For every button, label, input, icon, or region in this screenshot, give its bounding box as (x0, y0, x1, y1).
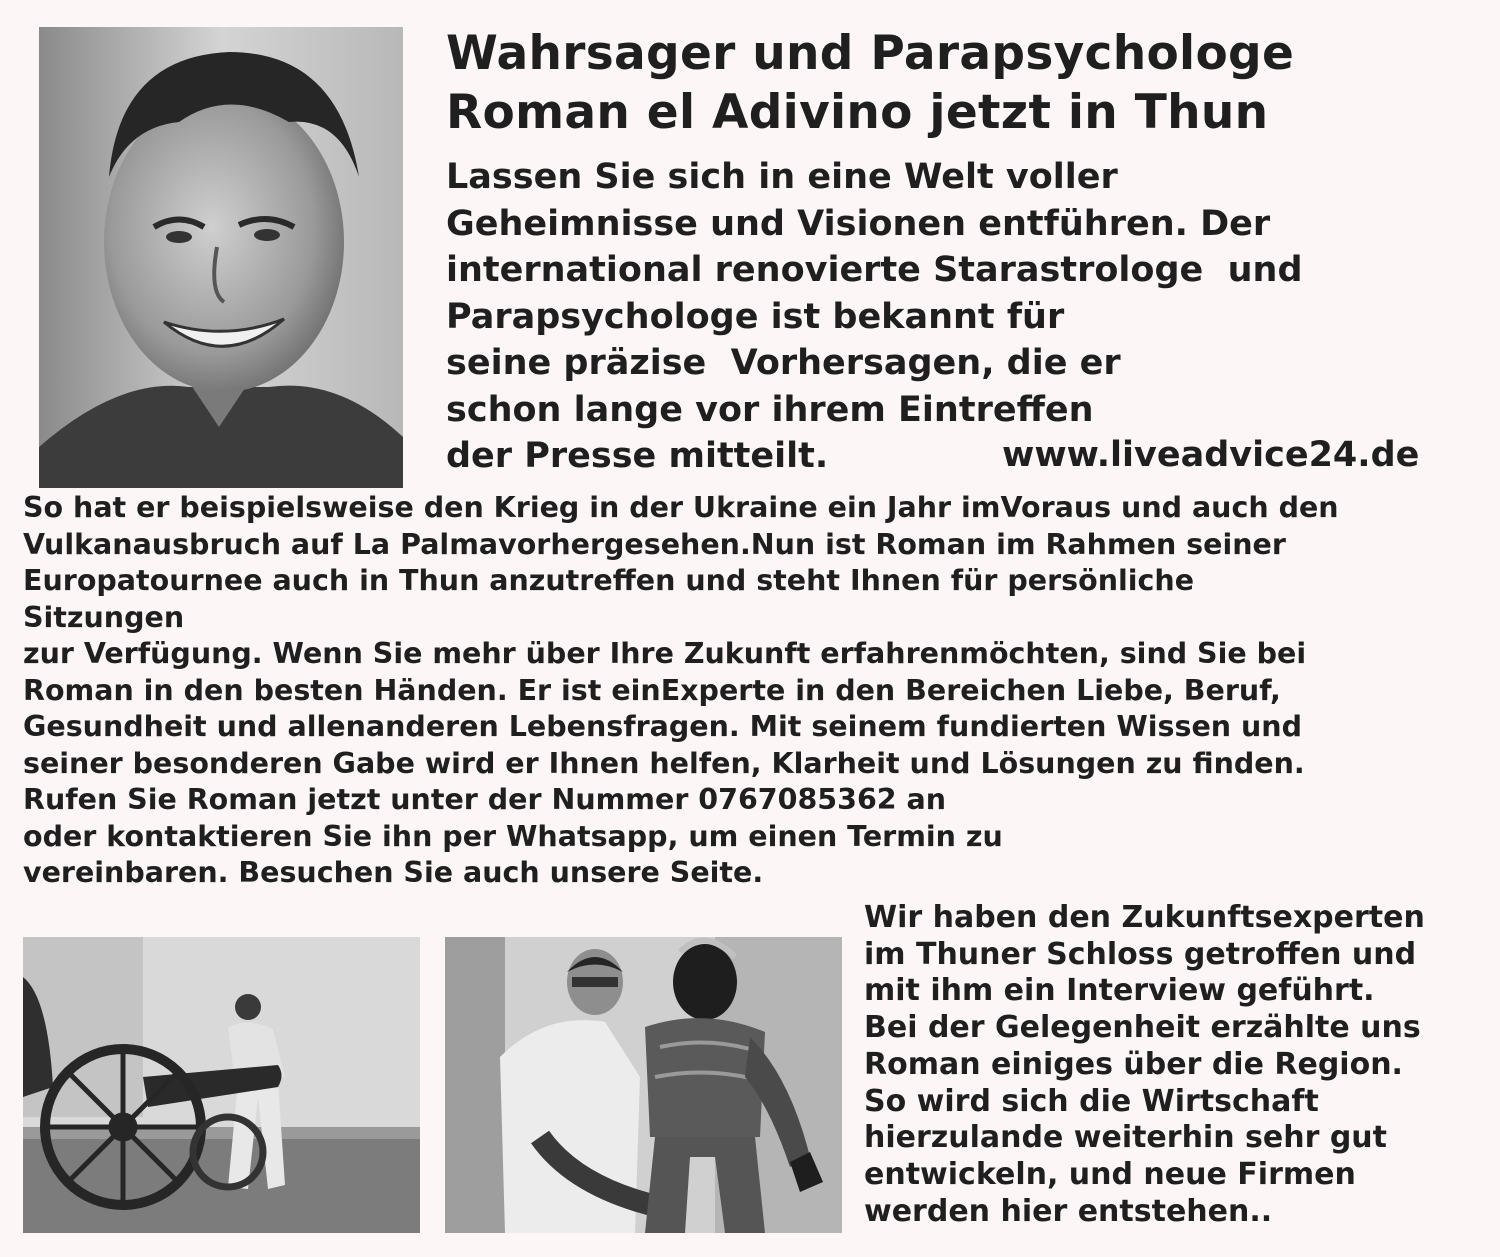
side-line: hierzulande weiterhin sehr gut (864, 1120, 1387, 1156)
headline-line: Roman el Adivino jetzt in Thun (446, 85, 1269, 140)
body-line: Europatournee auch in Thun anzutreffen und steht Ihnen für persönliche (23, 564, 1195, 597)
side-line: Bei der Gelegenheit erzählte uns (864, 1010, 1421, 1046)
intro-line: der Presse mitteilt. (446, 436, 829, 476)
intro-line: international renovierte Starastrologe und (446, 250, 1303, 290)
body-line: Roman in den besten Händen. Er ist einExperte in den Bereichen Liebe, Beruf, (23, 673, 1281, 707)
intro-line: Lassen Sie sich in eine Welt voller (446, 157, 1118, 197)
cannon-photo (23, 937, 420, 1233)
intro-paragraph (446, 154, 1496, 480)
side-line: Wir haben den Zukunftsexperten (864, 900, 1425, 935)
armor-photo (445, 937, 842, 1233)
intro-line: schon lange vor ihrem Eintreffen (446, 389, 1094, 430)
body-line: zur Verfügung. Wenn Sie mehr über Ihre Zukunft erfahrenmöchten, sind Sie bei (23, 637, 1307, 670)
side-line: im Thuner Schloss getroffen und (864, 936, 1417, 972)
side-line: mit ihm ein Interview geführt. (864, 973, 1375, 1009)
body-line: So hat er beispielsweise den Krieg in der Ukraine ein Jahr imVoraus und auch den (23, 491, 1339, 524)
side-line: entwickeln, und neue Firmen (864, 1156, 1356, 1192)
side-line: Roman einiges über die Region. (864, 1046, 1403, 1082)
intro-line: seine präzise Vorhersagen, die er (446, 343, 1121, 383)
body-line: Rufen Sie Roman jetzt unter der Nummer 0767085362 an (23, 783, 947, 816)
headline (446, 24, 1496, 142)
body-line: oder kontaktieren Sie ihn per Whatsapp, um einen Termin zu (23, 819, 1003, 853)
side-line: werden hier entstehen.. (864, 1193, 1273, 1229)
headline-line: Wahrsager und Parapsychologe (446, 26, 1295, 81)
side-line: So wird sich die Wirtschaft (864, 1083, 1319, 1119)
body-line: vereinbaren. Besuchen Sie auch unsere Seite. (23, 856, 764, 889)
portrait-photo (39, 27, 403, 488)
body-line: seiner besonderen Gabe wird er Ihnen helfen, Klarheit und Lösungen zu finden. (23, 746, 1305, 780)
body-line: Vulkanausbruch auf La Palmavorhergesehen.Nun ist Roman im Rahmen seiner (23, 527, 1286, 561)
body-line: Gesundheit und allenanderen Lebensfragen. Mit seinem fundierten Wissen und (23, 710, 1302, 743)
body-paragraph (23, 490, 1498, 892)
intro-line: Parapsychologe ist bekannt für (446, 296, 1065, 337)
side-paragraph (864, 900, 1494, 1230)
body-line: Sitzungen (23, 600, 185, 634)
intro-line: Geheimnisse und Visionen entführen. Der (446, 203, 1271, 244)
website-link[interactable]: www.liveadvice24.de (1002, 435, 1420, 475)
